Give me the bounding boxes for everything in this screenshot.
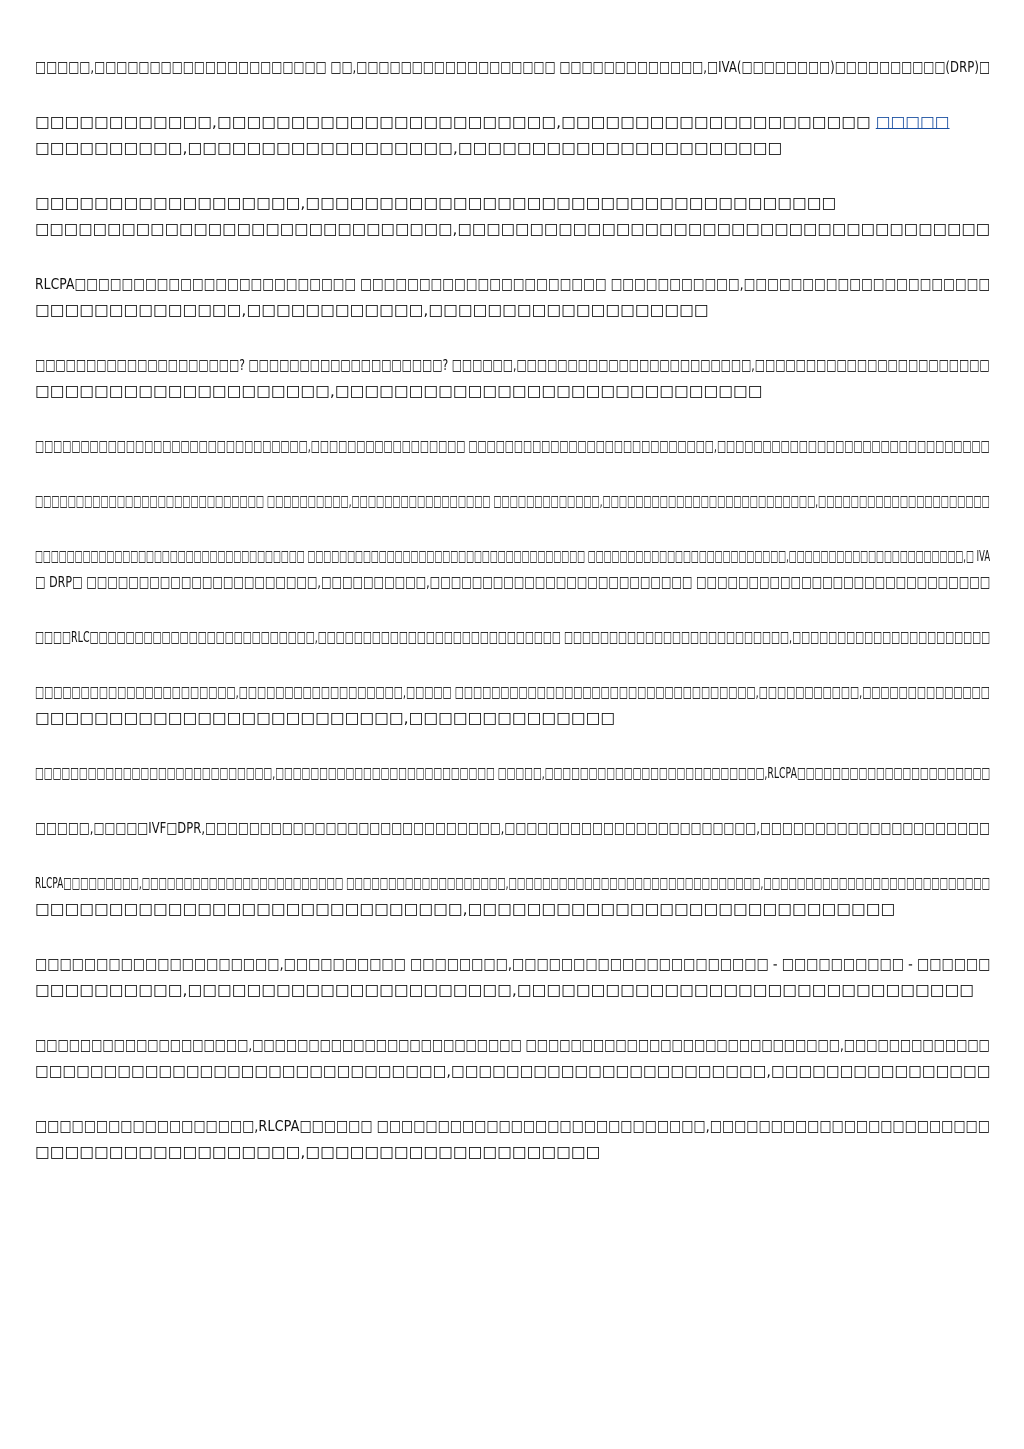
paragraph-13 [35,870,990,922]
paragraph-1 [35,54,990,80]
paragraph-line: □□□□□□□□□□□□□□□□□□□□□□□□□□□,□□□□□□□□□□□□□□□□□□□□□□□□□ □□□□□,□□□□□□□□□□□□□□□□□□□□□□□□□,RLCPA□□□□□□□□□□□□□□□□□□□□□□ [35,764,991,782]
paragraph-line: □□□□□□□□□□,□□□□□□□□□□□□□□□□□□□□□□,□□□□□□□□□□□□□□□□□□□□□□□□□□□□□□□ [35,981,974,999]
inline-link[interactable]: □□□□□ [875,113,950,131]
paragraph-16 [35,1113,990,1165]
paragraph-line: □□□□□□□□□□□□□□,□□□□□□□□□□□□,□□□□□□□□□□□□□□□□□□□ [35,301,709,319]
paragraph-line: □□□□RLC□□□□□□□□□□□□□□□□□□□□□□□□□,□□□□□□□□□□□□□□□□□□□□□□□□□□□ □□□□□□□□□□□□□□□□□□□□□□□□□,□□□□□□□□□□□□□□□□□□□□□□ [35,628,991,646]
paragraph-line: □□□□□□□□□□□□□□□□□□,□□□□□□□□□□□□□□□□□□□□ [35,1143,601,1161]
document-body [35,54,990,1194]
paragraph-line: □□□□□□□□□□□□□□□□□□,□□□□□□□□□□□□□□□□□□□□□□□□□□□□□□□□□□□□ [35,194,837,212]
paragraph-4 [35,271,990,323]
paragraph-line: □□□□□□□□□□,□□□□□□□□□□□□□□□□□□,□□□□□□□□□□□□□□□□□□□□□□ [35,139,783,157]
paragraph-line: RLCPA□□□□□□□□□□□□□□□□□□□□□□□□ □□□□□□□□□□□□□□□□□□□□□ □□□□□□□□□□□,□□□□□□□□□□□□□□□□□□□□□ [35,275,991,293]
paragraph-line: □□□□□□□□□□□□□□□□□□□□□□□□□□□□ □□□□□□□□□□,□□□□□□□□□□□□□□□□□ □□□□□□□□□□□□□,□□□□□□□□□□□□□□□□□□□□□□□□□□,□□□□□□□□□□□□□□□□□□□□□ [35,492,990,510]
paragraph-line-with-link [35,109,990,135]
paragraph-line: □ DRP□ □□□□□□□□□□□□□□□□□□□□□□,□□□□□□□□□□,□□□□□□□□□□□□□□□□□□□□□□□□□ □□□□□□□□□□□□□□□□□□□□□□□□□□□□ [35,573,991,591]
paragraph-line: □□□□□□□□□□□□□□□□□□□,□□□□□□□□□□□□□□□□□□□□□□□□ □□□□□□□□□□□□□□□□□□□□□□□□□□□□,□□□□□□□□□□□□□ [35,1036,990,1054]
paragraph-6 [35,433,990,459]
paragraph-15 [35,1032,990,1084]
paragraph-line: □□□□□□□□□□□□□□□□□□□□,□□□□□□□□□□ □□□□□□□□,□□□□□□□□□□□□□□□□□□□□□ - □□□□□□□□□□ - □□□□□□ [35,955,991,973]
paragraph-line: □□□□□□□□□□□□□□□□□□□□□□□□□□□□□,□□□□□□□□□□□□□□□□□□□□□□□□□□□□□□□□□□□□□ [35,220,991,238]
paragraph-line: □□□□□□□□□□□□□□□□□□□□□□□□□□□□□□,□□□□□□□□□□□□□□□□□ □□□□□□□□□□□□□□□□□□□□□□□□□□□,□□□□□□□□□□□□□□□□□□□□□□□□□□□□□□ [35,437,990,455]
paragraph-line: □□□□□□□□□□□□□□□□□□□□□□□□□,□□□□□□□□□□□□□□ [35,709,616,727]
paragraph-line: □□□□□□□□□□□□□□□□□□,RLCPA□□□□□□ □□□□□□□□□□□□□□□□□□□□□□□□□□□,□□□□□□□□□□□□□□□□□□□□□□□ [35,1117,990,1135]
paragraph-line: □□□□□□□□□□□□□□□□□□□□□□,□□□□□□□□□□□□□□□□□□,□□□□□ □□□□□□□□□□□□□□□□□□□□□□□□□□□□□□□□□,□□□□□□□□□□□,□□□□□□□□□□□□□□ [35,683,990,701]
paragraph-line: RLCPA□□□□□□□□□,□□□□□□□□□□□□□□□□□□□□□□□□ □□□□□□□□□□□□□□□□□□□,□□□□□□□□□□□□□□□□□□□□□□□□□□□□□□,□□□□□□□□□□□□□□□□□□□□□□□□□□□ [35,874,991,892]
paragraph-line: □□□□□□□□□□□□□□□□□□□□,□□□□□□□□□□□□□□□□□□□□□□□□□□□□□ [35,382,763,400]
paragraph-11 [35,760,990,786]
paragraph-12 [35,815,990,841]
paragraph-2 [35,109,990,161]
paragraph-3 [35,190,990,242]
paragraph-8 [35,543,990,595]
paragraph-5 [35,352,990,404]
paragraph-line: □□□□□□□□□□□□□□□□□□□□□□□□□□□□□□□□□□ □□□□□□□□□□□□□□□□□□□□□□□□□□□□□□□□□□□ □□□□□□□□□□□□□□□□□□□□□□□□□,□□□□□□□□□□□□□□□□□□□□□□,□ IVA [35,547,991,565]
paragraph-14 [35,951,990,1003]
paragraph-line: □□□□□,□□□□□□□□□□□□□□□□□□□□□ □□,□□□□□□□□□□□□□□□□□□ □□□□□□□□□□□□□,□IVA(□□□□□□□□)□□□□□□□□□□(DRP)□ [35,58,991,76]
paragraph-line: □□□□□,□□□□□IVF□DPR,□□□□□□□□□□□□□□□□□□□□□□□□□□□,□□□□□□□□□□□□□□□□□□□□□□□,□□□□□□□□□□□□□□□□□□□□□ [35,819,990,837]
paragraph-9 [35,624,990,650]
paragraph-line: □□□□□□□□□□□□,□□□□□□□□□□□□□□□□□□□□□□□,□□□□□□□□□□□□□□□□□□□□□ [35,113,871,131]
paragraph-line: □□□□□□□□□□□□□□□□□□□□? □□□□□□□□□□□□□□□□□□□? □□□□□□,□□□□□□□□□□□□□□□□□□□□□□□,□□□□□□□□□□□□□□□□□□□□□□□ [35,356,990,374]
paragraph-7 [35,488,990,514]
paragraph-line: □□□□□□□□□□□□□□□□□□□□□□□□□□□□□□,□□□□□□□□□□□□□□□□□□□□□□□,□□□□□□□□□□□□□□□□ [35,1062,991,1080]
paragraph-line: □□□□□□□□□□□□□□□□□□□□□□□□□□□□□,□□□□□□□□□□□□□□□□□□□□□□□□□□□□□ [35,900,896,918]
paragraph-10 [35,679,990,731]
